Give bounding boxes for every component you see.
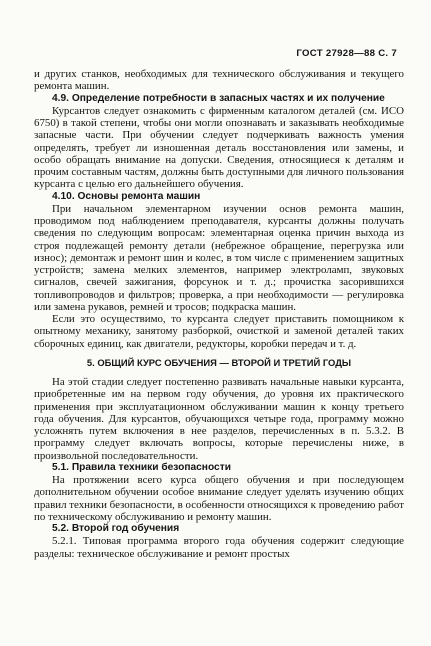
paragraph-5-1: На протяжении всего курса общего обучения и при последующем дополнительном обучении особое внимание следует уделять изучению общих правил техники безопасности, в особенности относящихся к проведению работ по техническому обслуживанию и ремонту машин. — [34, 474, 404, 523]
heading-4-10: 4.10. Основы ремонта машин — [52, 190, 201, 202]
heading-5-1: 5.1. Правила техники безопасности — [52, 461, 231, 473]
document-body — [34, 68, 404, 560]
paragraph-5-intro: На этой стадии следует постепенно развивать начальные навыки курсанта, приобретенные им на первом году обучения, до уровня их практического применения при эксплуатационном обслуживании машин к концу третьего года обучения. Для курсантов, обучающихся четыре года, программу можно усложнять путем включения в нее разделов, перечисленных в п. 5.3.2. В программу следует включать вопросы, которые перечислены ниже, в произвольной последовательности. — [34, 376, 404, 462]
paragraph-4-10-b: Если это осуществимо, то курсанта следует приставить помощником к опытному механику, занятому разборкой, очисткой и заменой деталей таких сборочных единиц, как двигатели, редукторы, коробки передач и т. д. — [34, 313, 404, 350]
heading-5-2: 5.2. Второй год обучения — [52, 523, 180, 534]
paragraph-4-10-a: При начальном элементарном изучении основ ремонта машин, проводимом под наблюдением преподавателя, курсанты должны получать сведения по следующим вопросам: элементарная оценка причин выхода из строя подлежащей ремонту детали (небрежное обращение, перегрузка или износ); демонтаж и ремонт шин и колес, в том числе с применением защитных устройств; замена мелких элементов, например электроламп, звуковых сигналов, свечей зажигания, форсунок и т. д.; прочистка засорившихся топливопроводов и фильтров; проверка, а при необходимости — регулировка или замена рукавов, ремней и тросов; подкраска машин. — [34, 202, 404, 313]
page-header: ГОСТ 27928—88 С. 7 — [296, 48, 397, 59]
heading-4-9: 4.9. Определение потребности в запасных частях и их получение — [52, 92, 385, 104]
paragraph-4-9: Курсантов следует ознакомить с фирменным каталогом деталей (см. ИСО 6750) в такой степени, чтобы они могли опознавать и заказывать необходимые запасные части. При обучении следует подчеркивать важность умения определять, требует ли изношенная деталь восстановления или замены, и особо обращать внимание на допуски. Сведения, относящиеся к деталям и прочим составным частям, должны быть доступными для личного пользования курсанта с целью его дальнейшего обучения. — [34, 104, 404, 191]
section-title-5: 5. ОБЩИЙ КУРС ОБУЧЕНИЯ — ВТОРОЙ И ТРЕТИЙ ГОДЫ — [86, 356, 352, 368]
paragraph-continuation: и других станков, необходимых для технического обслуживания и текущего ремонта машин. — [34, 68, 404, 93]
paragraph-5-2-1: 5.2.1. Типовая программа второго года обучения содержит следующие разделы: техническое обслуживание и ремонт простых — [34, 535, 404, 560]
